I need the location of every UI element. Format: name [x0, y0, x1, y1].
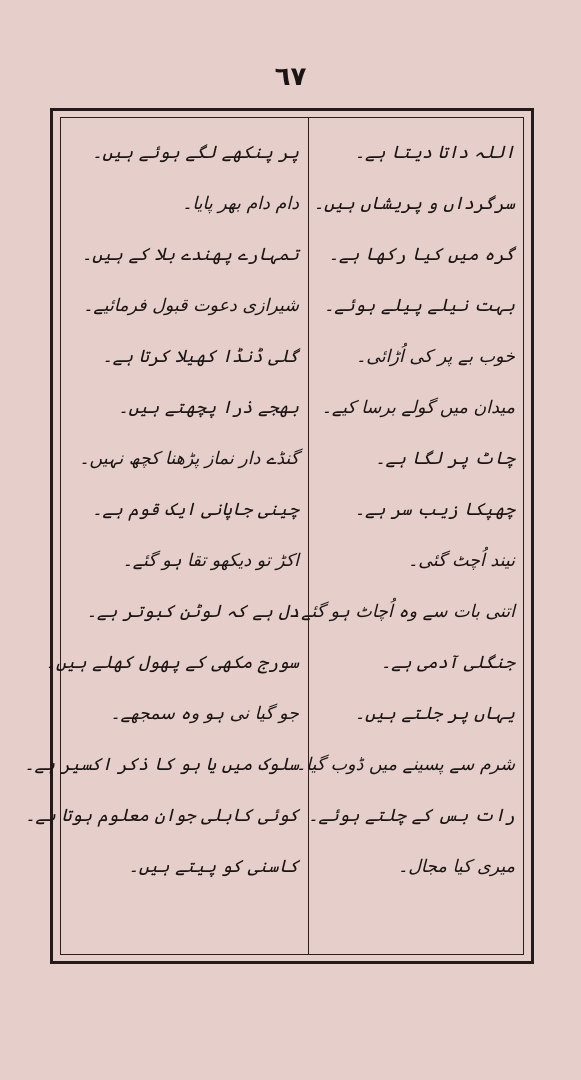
text-line: اکڑ تو دیکھو تقا ہو گئے۔: [122, 551, 299, 571]
text-line: چھپکا زیب سر ہے۔: [354, 500, 515, 520]
text-line: سرگرداں و پریشاں ہیں۔: [313, 194, 515, 214]
text-line: اتنی بات سے وہ اُچاٹ ہو گئے۔: [290, 602, 515, 622]
text-line: گلی ڈنڈا کھیلا کرتا ہے۔: [102, 347, 299, 367]
inner-border-frame: [24, 117, 524, 955]
text-line: خوب بے پر کی اُڑائی۔: [355, 347, 515, 367]
text-line: دام دام بھر پایا۔: [182, 194, 299, 214]
outer-border-frame: [24, 108, 534, 964]
text-line: سورج مکھی کے پھول کھلے ہیں۔: [45, 653, 299, 673]
text-line: سلوک میں یا ہو کا ذکر اکسیر ہے۔: [24, 755, 299, 775]
text-line: بھجے ذرا پچھتے ہیں۔: [118, 398, 299, 418]
text-line: میری کیا مجال۔: [397, 857, 515, 877]
text-line: تمہارے پھندے بلا کے ہیں۔: [81, 245, 299, 265]
text-line: میدان میں گولے برسا کیے۔: [321, 398, 515, 418]
text-line: اللہ داتا دیتا ہے۔: [354, 143, 515, 163]
text-line: کاسنی کو پیتے ہیں۔: [128, 857, 299, 877]
text-line: نیند اُچٹ گئی۔: [407, 551, 515, 571]
text-line: چینی جاپانی ایک قوم ہے۔: [92, 500, 299, 520]
text-line: گنڈے دار نماز پڑھنا کچھ نہیں۔: [79, 449, 299, 469]
left-column: [24, 128, 299, 950]
text-line: جو گیا نی ہو وہ سمجھے۔: [110, 704, 299, 724]
text-line: کوئی کابلی جوان معلوم ہوتا ہے۔: [25, 806, 299, 826]
page-number: ٦٧: [274, 62, 307, 92]
text-line: دل ہے کہ لوٹن کبوتر ہے۔: [86, 602, 299, 622]
text-line: چاٹ پر لگا ہے۔: [375, 449, 515, 469]
text-line: شرم سے پسینے میں ڈوب گیا۔: [295, 755, 515, 775]
text-line: پر پنکھے لگے ہوئے ہیں۔: [92, 143, 299, 163]
right-column: [290, 128, 515, 950]
text-line: شیرازی دعوت قبول فرمائیے۔: [83, 296, 299, 316]
text-line: گرہ میں کیا رکھا ہے۔: [328, 245, 515, 265]
text-line: یہاں پر جلتے ہیں۔: [354, 704, 515, 724]
text-line: بہت نیلے پیلے ہوئے۔: [323, 296, 515, 316]
text-line: رات بس کے چلتے ہوئے۔: [308, 806, 515, 826]
text-line: جنگلی آدمی ہے۔: [380, 653, 515, 673]
